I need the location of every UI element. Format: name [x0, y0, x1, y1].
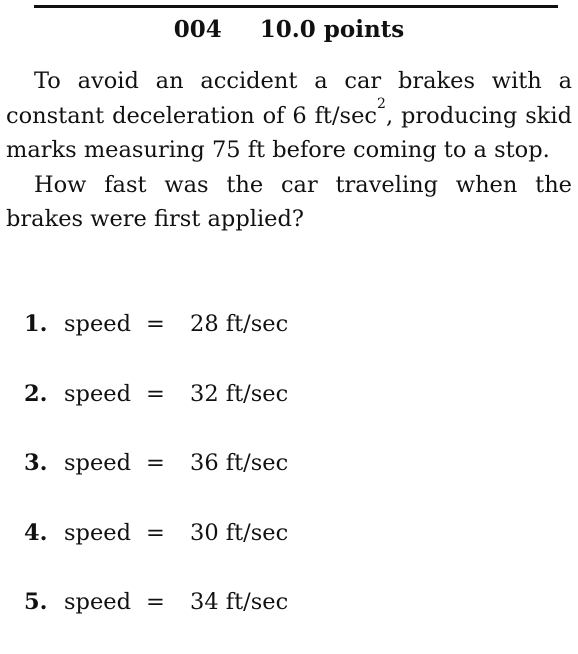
equals-sign: = [146, 519, 165, 546]
top-rule [34, 5, 558, 8]
equals-sign: = [146, 589, 165, 615]
option-number: 5. [24, 589, 48, 615]
equals-sign: = [146, 380, 165, 407]
problem-text-1b: , producing skid marks measuring 75 ft before coming to a stop. [6, 102, 573, 163]
option-value: 28 ft/sec [190, 311, 289, 337]
equals-sign: = [146, 450, 165, 476]
problem-number: 004 [173, 16, 222, 43]
problem-points: 10.0 points [259, 16, 405, 43]
problem-paragraph-2: How fast was the car traveling when the brakes were first applied? [6, 171, 572, 232]
answer-option-1[interactable] [24, 306, 288, 376]
option-label: speed [64, 450, 131, 476]
option-label: speed [64, 311, 131, 337]
answer-option-5[interactable] [24, 584, 288, 654]
option-number: 2. [24, 380, 48, 407]
option-label: speed [64, 380, 131, 407]
exponent: 2 [377, 95, 386, 112]
option-label: speed [64, 589, 131, 615]
option-value: 34 ft/sec [190, 589, 289, 615]
option-label: speed [64, 519, 131, 546]
problem-paragraph-1 [6, 64, 572, 168]
problem-statement [6, 64, 572, 237]
problem-header [0, 16, 578, 43]
problem-text-1a: To avoid an accident a car brakes with a constant deceleration of 6 ft/sec [6, 68, 572, 129]
answer-option-4[interactable] [24, 515, 288, 585]
option-value: 32 ft/sec [190, 380, 289, 407]
answer-option-2[interactable] [24, 376, 288, 446]
option-number: 1. [24, 311, 48, 337]
answer-options [24, 306, 288, 654]
option-value: 36 ft/sec [190, 450, 289, 476]
option-number: 4. [24, 519, 48, 546]
equals-sign: = [146, 311, 165, 337]
answer-option-3[interactable] [24, 445, 288, 515]
option-number: 3. [24, 450, 48, 476]
option-value: 30 ft/sec [190, 519, 289, 546]
